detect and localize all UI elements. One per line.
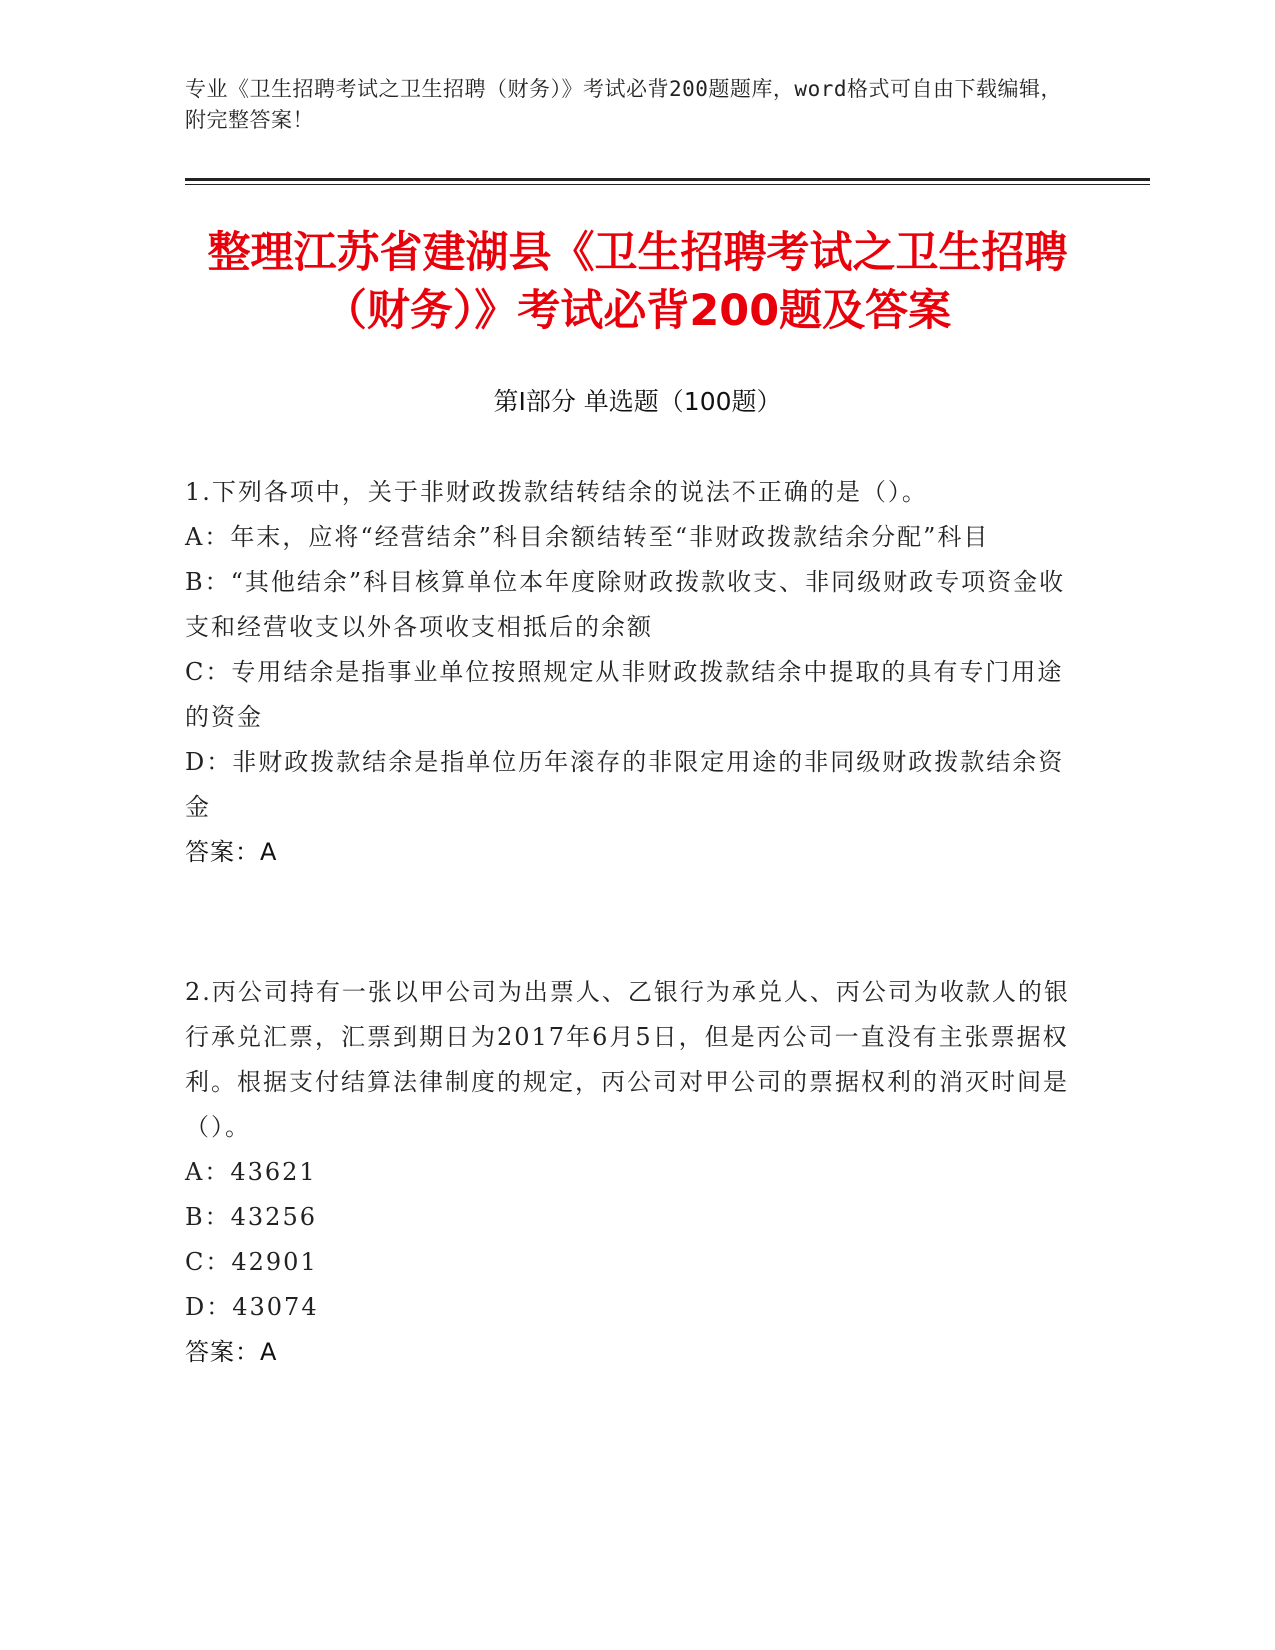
option-d: D：非财政拨款结余是指单位历年滚存的非限定用途的非同级财政拨款结余资金: [185, 748, 1065, 821]
header-divider-thin: [185, 184, 1150, 185]
document-title: 整理江苏省建湖县《卫生招聘考试之卫生招聘（财务）》考试必背200题及答案: [207, 228, 1068, 336]
option-c: C：专用结余是指事业单位按照规定从非财政拨款结余中提取的具有专门用途的资金: [185, 658, 1064, 731]
answer: 答案：A: [185, 1338, 278, 1366]
option-b: B：“其他结余”科目核算单位本年度除财政拨款收支、非同级财政专项资金收支和经营收支以外各项收支相抵后的余额: [185, 568, 1066, 641]
question-stem: 2.丙公司持有一张以甲公司为出票人、乙银行为承兑人、丙公司为收款人的银行承兑汇票，汇票到期日为2017年6月5日，但是丙公司一直没有主张票据权利。根据支付结算法律制度的规定，丙公司对甲公司的票据权利的消灭时间是（）。: [185, 978, 1070, 1141]
header-divider-thick: [185, 178, 1150, 181]
section-heading: 第Ⅰ部分 单选题（100题）: [493, 387, 782, 416]
option-c: C：42901: [185, 1248, 318, 1276]
option-d: D：43074: [185, 1293, 319, 1321]
question-stem: 1.下列各项中，关于非财政拨款结转结余的说法不正确的是（）。: [185, 478, 928, 506]
option-a: A：年末，应将“经营结余”科目余额结转至“非财政拨款结余分配”科目: [185, 523, 990, 551]
option-b: B：43256: [185, 1203, 317, 1231]
question-2: [185, 970, 1070, 1375]
question-1: [185, 470, 1070, 875]
answer: 答案：A: [185, 838, 278, 866]
option-a: A：43621: [185, 1158, 317, 1186]
header-note: 专业《卫生招聘考试之卫生招聘（财务）》考试必背200题题库，word格式可自由下载编辑，附完整答案！: [185, 77, 1062, 132]
